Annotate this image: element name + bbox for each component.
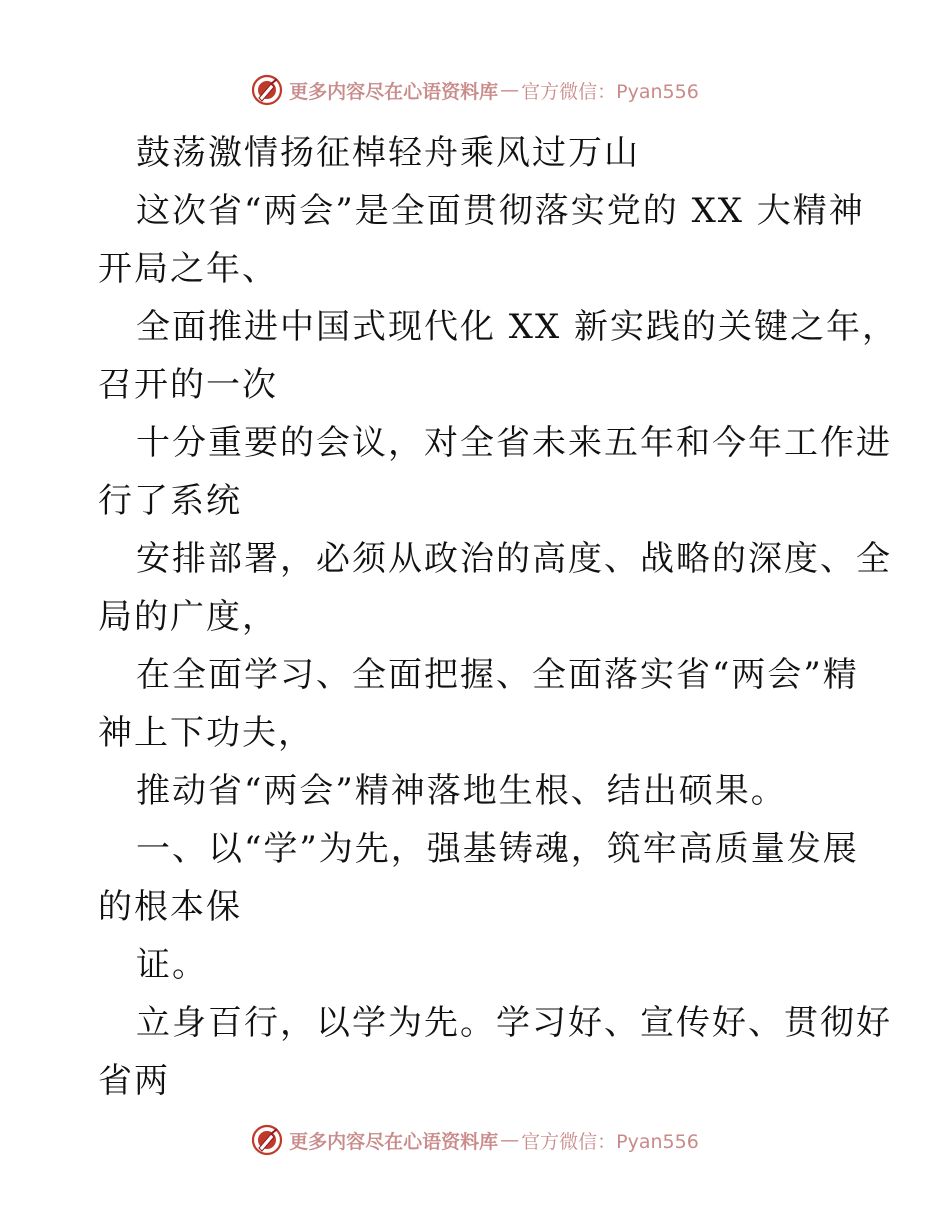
banner-wechat: 官方微信：Pyan556 [521, 80, 699, 103]
text-line: 证。 [136, 945, 208, 985]
banner-dash: — [500, 1129, 520, 1151]
pen-logo-icon [251, 1124, 283, 1156]
text-line: 的根本保 [98, 887, 242, 927]
text-line: 全面推进中国式现代化 XX 新实践的关键之年， [136, 307, 899, 347]
header-watermark-banner [0, 70, 950, 110]
text-line: 安排部署，必须从政治的高度、战略的深度、全 [136, 539, 892, 579]
banner-text: 更多内容尽在心语资料库 [289, 80, 499, 103]
text-line: 局的广度， [98, 597, 278, 637]
text-line: 推动省“两会”精神落地生根、结出硕果。 [136, 771, 787, 811]
text-line: 省两 [98, 1061, 170, 1101]
document-body [98, 124, 899, 1110]
banner-text: 更多内容尽在心语资料库 [289, 1130, 499, 1153]
text-line: 这次省“两会”是全面贯彻落实党的 XX 大精神 [136, 191, 865, 231]
text-line: 开局之年、 [98, 249, 278, 289]
text-line: 召开的一次 [98, 365, 278, 405]
text-line: 行了系统 [98, 481, 242, 521]
text-line: 在全面学习、全面把握、全面落实省“两会”精 [136, 655, 859, 695]
text-line: 鼓荡激情扬征棹轻舟乘风过万山 [136, 133, 640, 173]
text-line: 神上下功夫， [98, 713, 314, 753]
text-line: 十分重要的会议，对全省未来五年和今年工作进 [136, 423, 892, 463]
text-line: 立身百行，以学为先。学习好、宣传好、贯彻好 [136, 1003, 892, 1043]
banner-wechat: 官方微信：Pyan556 [521, 1130, 699, 1153]
pen-logo-icon [251, 74, 283, 106]
banner-dash: — [500, 79, 520, 101]
text-line: 一、以“学”为先，强基铸魂，筑牢高质量发展 [136, 829, 859, 869]
footer-watermark-banner [0, 1120, 950, 1160]
